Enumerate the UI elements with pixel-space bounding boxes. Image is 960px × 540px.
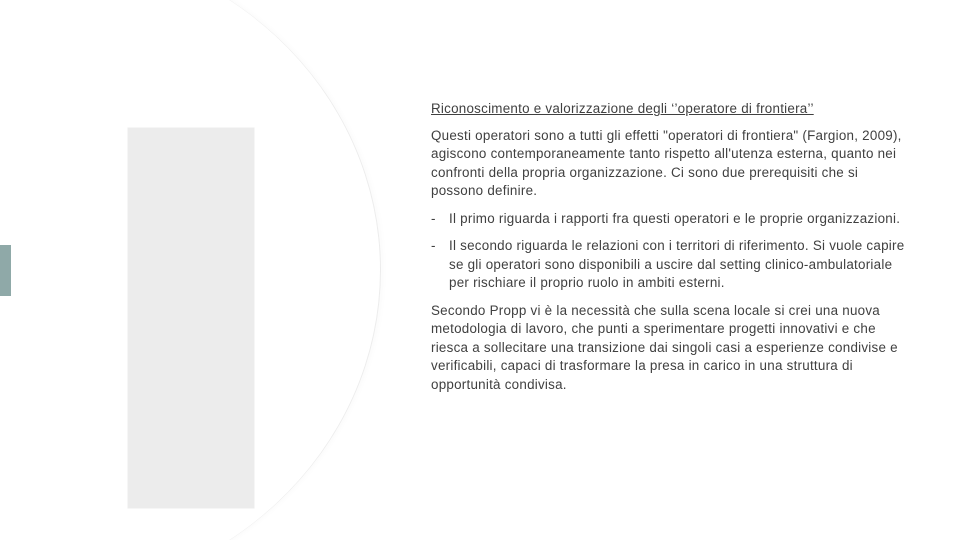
bullet-marker: - — [431, 238, 436, 253]
closing-paragraph: Secondo Propp vi è la necessità che sulla scena locale si crei una nuova metodologia di lavoro, che punti a sperimentare progetti innovativi e che riesca a sollecitare una transizione dai singoli casi a esperienze condivise e verificabili, capaci di trasformare la presa in carico in una struttura di opportunità condivisa. — [431, 302, 898, 392]
decorative-arc — [0, 0, 381, 540]
slide-content — [431, 100, 911, 403]
bullet-text: Il primo riguarda i rapporti fra questi operatori e le proprie organizzazioni. — [449, 210, 901, 226]
bullet-text: Il secondo riguarda le relazioni con i territori di riferimento. Si vuole capire se gli operatori sono disponibili a uscire dal setting clinico-ambulatoriale per rischiare il proprio ruolo in ambiti esterni. — [449, 238, 905, 290]
bullet-list — [431, 210, 911, 293]
list-item — [431, 210, 911, 229]
slide-heading: Riconoscimento e valorizzazione degli ‘’operatore di frontiera’’ — [431, 101, 814, 116]
bullet-marker: - — [431, 210, 436, 226]
accent-bar — [0, 245, 11, 296]
list-item — [431, 237, 911, 293]
intro-paragraph: Questi operatori sono a tutti gli effetti "operatori di frontiera" (Fargion, 2009), agiscono contemporaneamente tanto rispetto all'utenza esterna, quanto nei confronti della propria organizzazione. Ci sono due prerequisiti che si possono definire. — [431, 127, 902, 198]
